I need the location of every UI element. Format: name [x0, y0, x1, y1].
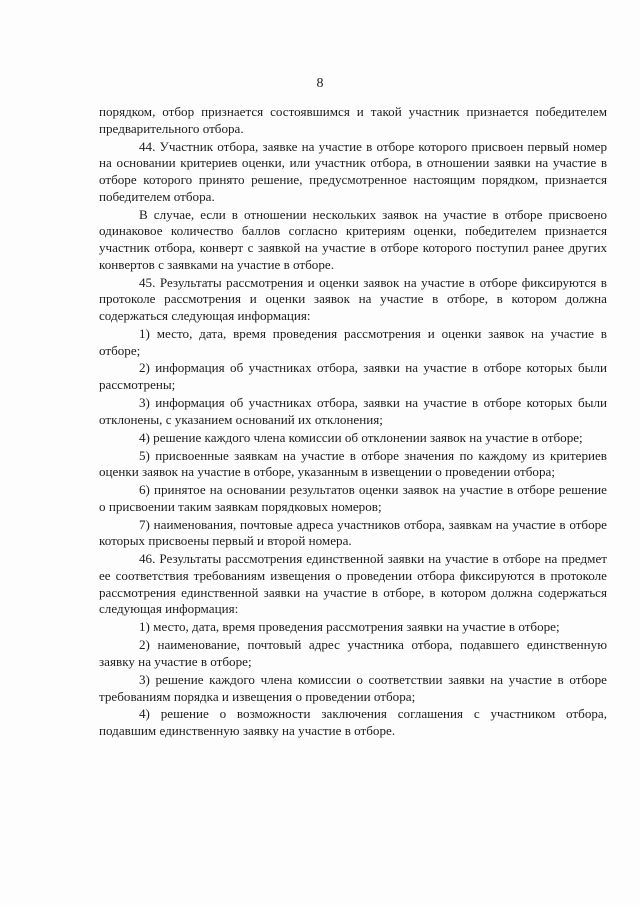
page-number: 8	[316, 76, 324, 91]
list-item: 1) место, дата, время проведения рассмотрения заявки на участие в отборе;	[139, 619, 560, 635]
list-item: 5) присвоенные заявкам на участие в отборе значения по каждому из критериев оценки заявок на участие в отборе, указанным в извещении о проведении отбора;	[99, 447, 607, 480]
list-item: 3) решение каждого члена комиссии о соответствии заявки на участие в отборе требованиям порядка и извещения о проведении отбора;	[99, 671, 607, 704]
paragraph-tie-rule: В случае, если в отношении нескольких заявок на участие в отборе присвоено одинаковое количество баллов согласно критериям оценки, победителем признается участник отбора, конверт с заявкой на участие в отборе которого поступил ранее других конвертов с заявками на участие в отборе.	[99, 206, 607, 272]
list-item: 4) решение о возможности заключения соглашения с участником отбора, подавшим единственную заявку на участие в отборе.	[99, 706, 607, 739]
list-item: 2) информация об участниках отбора, заявки на участие в отборе которых были рассмотрены;	[99, 360, 607, 393]
list-item: 7) наименования, почтовые адреса участников отбора, заявкам на участие в отборе которых присвоены первый и второй номера.	[99, 516, 607, 549]
list-item: 6) принятое на основании результатов оценки заявок на участие в отборе решение о присвоении таким заявкам порядковых номеров;	[99, 482, 607, 514]
list-item: 2) наименование, почтовый адрес участника отбора, подавшего единственную заявку на участие в отборе;	[99, 637, 607, 669]
paragraph-46: 46. Результаты рассмотрения единственной заявки на участие в отборе на предмет ее соответствия требованиям извещения о проведении отбора фиксируются в протоколе рассмотрения единственной заявки на участие в отборе, в котором должна содержаться следующая информация:	[99, 551, 607, 617]
paragraph-45: 45. Результаты рассмотрения и оценки заявок на участие в отборе фиксируются в протоколе рассмотрения и оценки заявок на участие в отборе, в котором должна содержаться следующая информация:	[99, 274, 607, 323]
paragraph-44: 44. Участник отбора, заявке на участие в отборе которого присвоен первый номер на основании критериев оценки, или участник отбора, в отношении заявки на участие в отборе которого принято решение, предусмотренное настоящим порядком, признается победителем отбора.	[99, 138, 607, 204]
list-item: 1) место, дата, время проведения рассмотрения и оценки заявок на участие в отборе;	[99, 325, 607, 358]
paragraph: порядком, отбор признается состоявшимся и такой участник признается победителем предварительного отбора.	[99, 104, 607, 136]
list-item: 4) решение каждого члена комиссии об отклонении заявок на участие в отборе;	[139, 429, 583, 445]
document-body	[99, 104, 607, 741]
list-item: 3) информация об участниках отбора, заявки на участие в отборе которых были отклонены, с указанием оснований их отклонения;	[99, 395, 607, 427]
